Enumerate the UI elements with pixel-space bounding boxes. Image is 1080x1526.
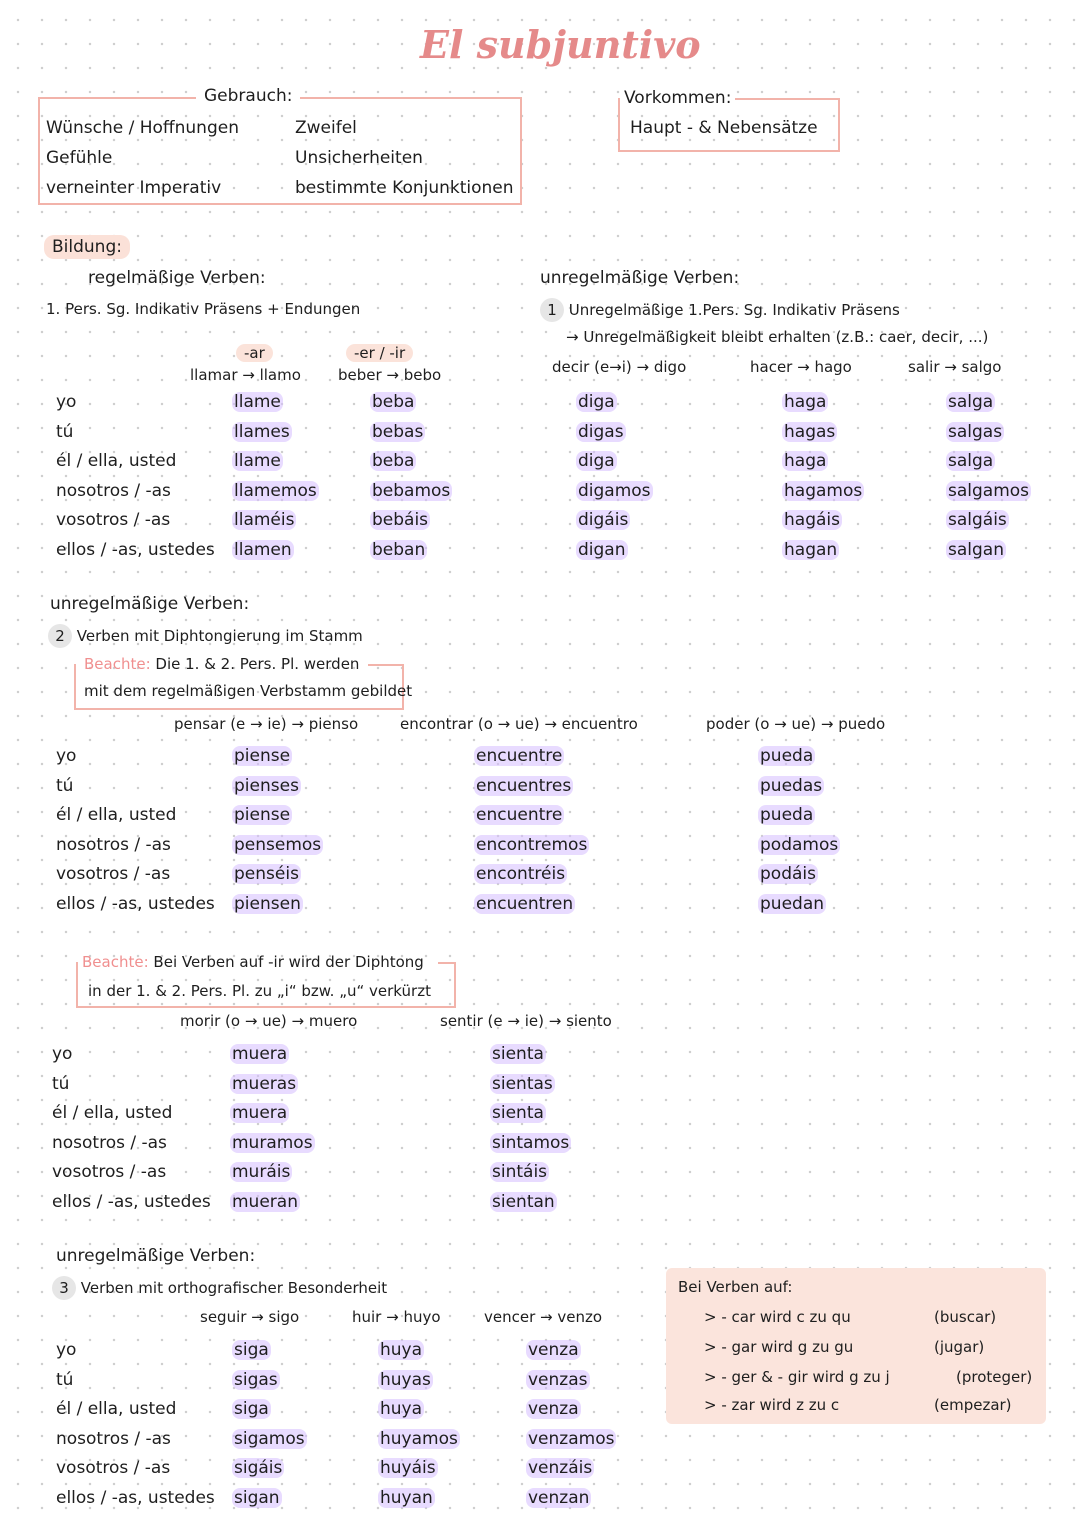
gebrauch-item: Unsicherheiten bbox=[295, 148, 423, 168]
conj-form: piense bbox=[234, 746, 291, 766]
section-number: 1 bbox=[540, 298, 564, 322]
conj-form: puedan bbox=[760, 893, 825, 914]
conj-form: sienta bbox=[492, 1044, 544, 1064]
decir-forms bbox=[576, 388, 653, 566]
beachte-text: Die 1. & 2. Pers. Pl. werden bbox=[155, 655, 360, 673]
conj-form: mueran bbox=[232, 1191, 298, 1212]
morir-forms bbox=[230, 1040, 315, 1218]
pronoun: vosotros / -as bbox=[56, 864, 171, 885]
pronoun: ellos / -as, ustedes bbox=[52, 1191, 211, 1212]
conj-form: sigamos bbox=[234, 1428, 305, 1449]
panel-example: (proteger) bbox=[956, 1368, 1033, 1386]
pronoun-list bbox=[56, 1336, 215, 1514]
conj-form: hagan bbox=[784, 539, 838, 560]
conj-form: llamen bbox=[234, 539, 292, 560]
conj-form: pensemos bbox=[234, 834, 322, 855]
conj-form: venzan bbox=[528, 1487, 590, 1508]
irregular1-note: → Unregelmäßigkeit bleibt erhalten (z.B.: caer, decir, ...) bbox=[566, 328, 989, 346]
conj-form: salga bbox=[948, 392, 994, 412]
panel-rule: > - car wird c zu qu bbox=[704, 1308, 851, 1326]
pronoun: nosotros / -as bbox=[56, 834, 171, 855]
pronoun: tú bbox=[56, 1369, 74, 1390]
verb-decir: decir (e→i) → digo bbox=[552, 358, 687, 376]
conj-form: beba bbox=[372, 392, 415, 412]
conj-form: salga bbox=[948, 451, 994, 472]
pronoun: vosotros / -as bbox=[52, 1162, 167, 1183]
pronoun-list bbox=[56, 742, 215, 920]
regular-rule: 1. Pers. Sg. Indikativ Präsens + Endungen bbox=[46, 300, 361, 318]
pronoun: él / ella, usted bbox=[56, 451, 177, 472]
verb-encontrar: encontrar (o → ue) → encuentro bbox=[400, 715, 638, 733]
section-number: 3 bbox=[52, 1276, 76, 1300]
ending-ar: -ar bbox=[236, 344, 273, 362]
pronoun: ellos / -as, ustedes bbox=[56, 1487, 215, 1508]
conj-form: sigas bbox=[234, 1369, 278, 1390]
conj-form: diga bbox=[578, 451, 615, 472]
regular-heading: regelmäßige Verben: bbox=[88, 268, 266, 288]
conj-form: huya bbox=[380, 1340, 423, 1360]
conj-form: hagamos bbox=[784, 480, 863, 501]
conj-form: sigan bbox=[234, 1487, 280, 1508]
irregular1-rule-text: Unregelmäßige 1.Pers. Sg. Indikativ Präsens bbox=[568, 301, 900, 319]
panel-example: (jugar) bbox=[934, 1338, 985, 1356]
conj-form: digamos bbox=[578, 480, 651, 501]
pronoun: ellos / -as, ustedes bbox=[56, 539, 215, 560]
section-number: 2 bbox=[48, 624, 72, 648]
huir-forms bbox=[378, 1336, 460, 1514]
conj-form: salgáis bbox=[948, 510, 1007, 531]
conj-form: salgas bbox=[948, 421, 1003, 442]
verb-beber: beber → bebo bbox=[338, 366, 442, 384]
verb-huir: huir → huyo bbox=[352, 1308, 441, 1326]
conj-form: puedas bbox=[760, 775, 823, 796]
conj-form: sintamos bbox=[492, 1132, 570, 1153]
verb-poder: poder (o → ue) → puedo bbox=[706, 715, 886, 733]
sentir-forms bbox=[490, 1040, 571, 1218]
gebrauch-item: Zweifel bbox=[295, 118, 357, 138]
conj-form: llamemos bbox=[234, 480, 317, 501]
conj-form: haga bbox=[784, 451, 827, 472]
panel-rule: > - gar wird g zu gu bbox=[704, 1338, 854, 1356]
gebrauch-item: bestimmte Konjunktionen bbox=[295, 178, 514, 198]
verb-hacer: hacer → hago bbox=[750, 358, 852, 376]
pronoun: nosotros / -as bbox=[56, 1428, 171, 1449]
conj-form: beban bbox=[372, 539, 426, 560]
beachte-2-line2: in der 1. & 2. Pers. Pl. zu „i“ bzw. „u“ verkürzt bbox=[88, 982, 431, 1000]
conj-form: hagáis bbox=[784, 510, 840, 531]
verb-pensar: pensar (e → ie) → pienso bbox=[174, 715, 359, 733]
conj-form: penséis bbox=[234, 864, 299, 885]
irregular1-rule bbox=[540, 298, 900, 322]
conj-form: salgamos bbox=[948, 480, 1030, 501]
conj-form: piensen bbox=[234, 893, 301, 914]
verb-sentir: sentir (e → ie) → siento bbox=[440, 1012, 612, 1030]
llamar-forms bbox=[232, 388, 319, 566]
conj-form: huya bbox=[380, 1399, 423, 1420]
salir-forms bbox=[946, 388, 1031, 566]
conj-form: muráis bbox=[232, 1162, 291, 1183]
panel-title: Bei Verben auf: bbox=[678, 1278, 793, 1296]
conj-form: huyáis bbox=[380, 1458, 436, 1479]
panel-example: (empezar) bbox=[934, 1396, 1012, 1414]
irregular2-rule-text: Verben mit Diphtongierung im Stamm bbox=[76, 627, 363, 645]
gebrauch-item: verneinter Imperativ bbox=[46, 178, 222, 198]
conj-form: pienses bbox=[234, 775, 299, 796]
conj-form: encuentre bbox=[476, 805, 563, 826]
conj-form: venza bbox=[528, 1340, 579, 1360]
pronoun: él / ella, usted bbox=[56, 805, 177, 826]
conj-form: encuentres bbox=[476, 775, 572, 796]
conj-form: muera bbox=[232, 1044, 288, 1064]
conj-form: pueda bbox=[760, 746, 814, 766]
conj-form: huyan bbox=[380, 1487, 433, 1508]
irregular1-heading: unregelmäßige Verben: bbox=[540, 268, 740, 288]
beachte-box-1-top bbox=[368, 664, 402, 666]
verb-morir: morir (o → ue) → muero bbox=[180, 1012, 358, 1030]
poder-forms bbox=[758, 742, 840, 920]
vorkommen-text: Haupt - & Nebensätze bbox=[630, 118, 818, 138]
pronoun: ellos / -as, ustedes bbox=[56, 893, 215, 914]
conj-form: venza bbox=[528, 1399, 579, 1420]
conj-form: encuentre bbox=[476, 746, 563, 766]
conj-form: beba bbox=[372, 451, 415, 472]
pronoun: yo bbox=[52, 1044, 73, 1064]
pronoun: él / ella, usted bbox=[56, 1399, 177, 1420]
beachte-text: Bei Verben auf -ir wird der Diphtong bbox=[153, 953, 424, 971]
conj-form: bebáis bbox=[372, 510, 429, 531]
conj-form: venzas bbox=[528, 1369, 588, 1390]
page-title: El subjuntivo bbox=[420, 22, 701, 67]
hacer-forms bbox=[782, 388, 864, 566]
beachte-1-line1 bbox=[84, 655, 359, 673]
conj-form: huyas bbox=[380, 1369, 431, 1390]
verb-vencer: vencer → venzo bbox=[484, 1308, 603, 1326]
irregular3-rule bbox=[52, 1276, 387, 1300]
conj-form: muramos bbox=[232, 1132, 313, 1153]
beachte-box-2-top bbox=[438, 962, 454, 964]
verb-seguir: seguir → sigo bbox=[200, 1308, 300, 1326]
conj-form: muera bbox=[232, 1103, 288, 1124]
irregular2-heading: unregelmäßige Verben: bbox=[50, 594, 250, 614]
pronoun-list bbox=[56, 388, 215, 566]
conj-form: encontréis bbox=[476, 864, 566, 885]
conj-form: sigáis bbox=[234, 1458, 283, 1479]
conj-form: bebas bbox=[372, 421, 424, 442]
conj-form: diga bbox=[578, 392, 615, 412]
pronoun: él / ella, usted bbox=[52, 1103, 173, 1124]
conj-form: huyamos bbox=[380, 1428, 458, 1449]
conj-form: encontremos bbox=[476, 834, 588, 855]
conj-form: pueda bbox=[760, 805, 814, 826]
conj-form: sienta bbox=[492, 1103, 544, 1124]
pronoun: vosotros / -as bbox=[56, 1458, 171, 1479]
panel-rule: > - zar wird z zu c bbox=[704, 1396, 840, 1414]
conj-form: digan bbox=[578, 539, 626, 560]
irregular3-heading: unregelmäßige Verben: bbox=[56, 1246, 256, 1266]
ending-er-ir: -er / -ir bbox=[346, 344, 413, 362]
conj-form: bebamos bbox=[372, 480, 451, 501]
beachte-2-line1 bbox=[82, 953, 424, 971]
conj-form: digas bbox=[578, 421, 624, 442]
pensar-forms bbox=[232, 742, 323, 920]
conj-form: mueras bbox=[232, 1073, 297, 1094]
panel-example: (buscar) bbox=[934, 1308, 997, 1326]
conj-form: encuentren bbox=[476, 893, 574, 914]
conj-form: llame bbox=[234, 451, 281, 472]
irregular2-rule bbox=[48, 624, 363, 648]
seguir-forms bbox=[232, 1336, 307, 1514]
conj-form: llaméis bbox=[234, 510, 295, 531]
encontrar-forms bbox=[474, 742, 589, 920]
beber-forms bbox=[370, 388, 452, 566]
beachte-label: Beachte: bbox=[84, 655, 151, 673]
pronoun-list bbox=[52, 1040, 211, 1218]
vorkommen-label: Vorkommen: bbox=[620, 88, 735, 108]
bildung-label: Bildung: bbox=[44, 235, 130, 259]
conj-form: siga bbox=[234, 1399, 269, 1420]
conj-form: venzáis bbox=[528, 1458, 593, 1479]
conj-form: venzamos bbox=[528, 1428, 615, 1449]
pronoun: yo bbox=[56, 392, 77, 412]
gebrauch-label: Gebrauch: bbox=[196, 86, 300, 106]
conj-form: llames bbox=[234, 421, 290, 442]
gebrauch-item: Gefühle bbox=[46, 148, 113, 168]
pronoun: nosotros / -as bbox=[52, 1132, 167, 1153]
verb-llamar: llamar → llamo bbox=[190, 366, 301, 384]
conj-form: podamos bbox=[760, 834, 839, 855]
pronoun: tú bbox=[52, 1073, 70, 1094]
verb-salir: salir → salgo bbox=[908, 358, 1002, 376]
conj-form: digáis bbox=[578, 510, 629, 531]
vencer-forms bbox=[526, 1336, 616, 1514]
beachte-label: Beachte: bbox=[82, 953, 149, 971]
conj-form: sintáis bbox=[492, 1162, 548, 1183]
irregular3-rule-text: Verben mit orthografischer Besonderheit bbox=[80, 1279, 388, 1297]
conj-form: piense bbox=[234, 805, 291, 826]
conj-form: salgan bbox=[948, 539, 1004, 560]
panel-rule: > - ger & - gir wird g zu j bbox=[704, 1368, 890, 1386]
conj-form: llame bbox=[234, 392, 281, 412]
pronoun: tú bbox=[56, 421, 74, 442]
pronoun: yo bbox=[56, 746, 77, 766]
conj-form: podáis bbox=[760, 864, 816, 885]
conj-form: sientan bbox=[492, 1191, 555, 1212]
gebrauch-item: Wünsche / Hoffnungen bbox=[46, 118, 239, 138]
pronoun: vosotros / -as bbox=[56, 510, 171, 531]
beachte-1-line2: mit dem regelmäßigen Verbstamm gebildet bbox=[84, 682, 413, 700]
conj-form: hagas bbox=[784, 421, 836, 442]
conj-form: haga bbox=[784, 392, 827, 412]
conj-form: sientas bbox=[492, 1073, 553, 1094]
pronoun: yo bbox=[56, 1340, 77, 1360]
pronoun: nosotros / -as bbox=[56, 480, 171, 501]
conj-form: siga bbox=[234, 1340, 269, 1360]
pronoun: tú bbox=[56, 775, 74, 796]
